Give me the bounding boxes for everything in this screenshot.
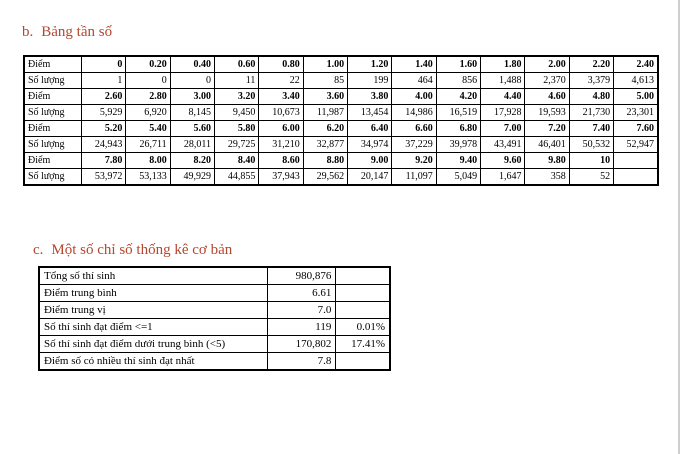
count-cell: 52,947: [614, 137, 658, 153]
stats-percent-cell: [336, 285, 390, 302]
score-cell: 6.40: [348, 121, 392, 137]
count-cell: 0: [126, 73, 170, 89]
score-cell: 8.80: [303, 153, 347, 169]
count-cell: 10,673: [259, 105, 303, 121]
section-c-heading: [33, 242, 232, 259]
score-cell: 0.40: [170, 56, 214, 73]
score-cell: 4.20: [436, 89, 480, 105]
count-cell: 37,229: [392, 137, 436, 153]
count-cell: 49,929: [170, 169, 214, 186]
count-cell: 0: [170, 73, 214, 89]
score-cell: 5.80: [215, 121, 259, 137]
score-row: [24, 56, 658, 73]
stats-value-cell: 7.8: [267, 353, 336, 371]
count-cell: 20,147: [348, 169, 392, 186]
count-cell: 39,978: [436, 137, 480, 153]
score-cell: 1.60: [436, 56, 480, 73]
count-row-label: Số lượng: [24, 73, 82, 89]
count-cell: 50,532: [569, 137, 613, 153]
count-cell: 856: [436, 73, 480, 89]
score-cell: 8.20: [170, 153, 214, 169]
statistics-table: [38, 266, 391, 371]
count-row: [24, 137, 658, 153]
section-b-heading: [22, 24, 112, 41]
score-cell: 8.60: [259, 153, 303, 169]
count-cell: 3,379: [569, 73, 613, 89]
count-cell: 6,920: [126, 105, 170, 121]
count-cell: 11: [215, 73, 259, 89]
score-cell: 3.20: [215, 89, 259, 105]
score-cell: 5.20: [82, 121, 126, 137]
score-cell: 2.00: [525, 56, 569, 73]
stats-percent-cell: [336, 353, 390, 371]
count-cell: 2,370: [525, 73, 569, 89]
score-cell: 9.40: [436, 153, 480, 169]
count-cell: 26,711: [126, 137, 170, 153]
count-cell: 29,562: [303, 169, 347, 186]
stats-row: [39, 267, 390, 285]
count-cell: 28,011: [170, 137, 214, 153]
section-b-title: Bảng tần số: [41, 24, 113, 40]
score-cell: 10: [569, 153, 613, 169]
count-cell: 32,877: [303, 137, 347, 153]
score-cell: 1.40: [392, 56, 436, 73]
score-cell: 6.00: [259, 121, 303, 137]
score-cell: 0.80: [259, 56, 303, 73]
score-cell: 5.00: [614, 89, 658, 105]
score-cell: 3.80: [348, 89, 392, 105]
stats-label-cell: Số thí sinh đạt điểm <=1: [39, 319, 267, 336]
stats-row: [39, 353, 390, 371]
score-cell: 3.40: [259, 89, 303, 105]
count-cell: 9,450: [215, 105, 259, 121]
score-row-label: Điểm: [24, 153, 82, 169]
count-cell: 53,972: [82, 169, 126, 186]
score-cell: 6.80: [436, 121, 480, 137]
score-cell: 4.00: [392, 89, 436, 105]
stats-value-cell: 170,802: [267, 336, 336, 353]
stats-value-cell: 7.0: [267, 302, 336, 319]
section-b-letter: b.: [22, 24, 34, 40]
count-cell: 37,943: [259, 169, 303, 186]
score-cell: 4.80: [569, 89, 613, 105]
count-cell: 17,928: [481, 105, 525, 121]
score-row: [24, 121, 658, 137]
count-cell: 11,987: [303, 105, 347, 121]
stats-percent-cell: 17.41%: [336, 336, 390, 353]
count-row-label: Số lượng: [24, 137, 82, 153]
score-cell: 7.00: [481, 121, 525, 137]
stats-label-cell: Tổng số thí sinh: [39, 267, 267, 285]
score-cell: 5.40: [126, 121, 170, 137]
score-cell: 1.20: [348, 56, 392, 73]
count-cell: 13,454: [348, 105, 392, 121]
score-cell: 9.20: [392, 153, 436, 169]
count-row: [24, 105, 658, 121]
count-cell: 46,401: [525, 137, 569, 153]
score-cell: 5.60: [170, 121, 214, 137]
count-cell: [614, 169, 658, 186]
count-row-label: Số lượng: [24, 169, 82, 186]
score-row: [24, 89, 658, 105]
stats-percent-cell: 0.01%: [336, 319, 390, 336]
count-cell: 5,929: [82, 105, 126, 121]
stats-value-cell: 119: [267, 319, 336, 336]
stats-percent-cell: [336, 267, 390, 285]
count-cell: 85: [303, 73, 347, 89]
score-cell: 7.20: [525, 121, 569, 137]
count-row: [24, 169, 658, 186]
stats-value-cell: 6.61: [267, 285, 336, 302]
score-cell: 2.40: [614, 56, 658, 73]
stats-label-cell: Số thí sinh đạt điểm dưới trung bình (<5): [39, 336, 267, 353]
count-cell: 34,974: [348, 137, 392, 153]
stats-row: [39, 336, 390, 353]
score-row-label: Điểm: [24, 89, 82, 105]
count-cell: 464: [392, 73, 436, 89]
score-cell: 7.80: [82, 153, 126, 169]
count-cell: 21,730: [569, 105, 613, 121]
frequency-table: [23, 55, 659, 186]
score-cell: 6.20: [303, 121, 347, 137]
score-cell: 3.60: [303, 89, 347, 105]
score-cell: 9.80: [525, 153, 569, 169]
stats-label-cell: Điểm trung bình: [39, 285, 267, 302]
section-c-title: Một số chỉ số thống kê cơ bản: [51, 242, 233, 258]
count-cell: 14,986: [392, 105, 436, 121]
score-cell: 8.00: [126, 153, 170, 169]
count-cell: 52: [569, 169, 613, 186]
score-cell: 7.60: [614, 121, 658, 137]
count-cell: 358: [525, 169, 569, 186]
score-cell: 2.20: [569, 56, 613, 73]
score-cell: 0.20: [126, 56, 170, 73]
score-cell: 4.40: [481, 89, 525, 105]
count-cell: 44,855: [215, 169, 259, 186]
score-cell: 6.60: [392, 121, 436, 137]
count-cell: 16,519: [436, 105, 480, 121]
score-cell: 1.80: [481, 56, 525, 73]
score-row-label: Điểm: [24, 56, 82, 73]
count-cell: 43,491: [481, 137, 525, 153]
stats-label-cell: Điểm số có nhiều thí sinh đạt nhất: [39, 353, 267, 371]
stats-label-cell: Điểm trung vị: [39, 302, 267, 319]
count-cell: 24,943: [82, 137, 126, 153]
section-c-letter: c.: [33, 242, 44, 258]
stats-value-cell: 980,876: [267, 267, 336, 285]
count-cell: 4,613: [614, 73, 658, 89]
score-cell: 8.40: [215, 153, 259, 169]
count-row-label: Số lượng: [24, 105, 82, 121]
score-cell: [614, 153, 658, 169]
count-cell: 1,488: [481, 73, 525, 89]
score-cell: 7.40: [569, 121, 613, 137]
count-cell: 22: [259, 73, 303, 89]
score-cell: 0: [82, 56, 126, 73]
count-cell: 53,133: [126, 169, 170, 186]
count-cell: 1,647: [481, 169, 525, 186]
score-cell: 2.60: [82, 89, 126, 105]
score-cell: 0.60: [215, 56, 259, 73]
count-cell: 31,210: [259, 137, 303, 153]
count-cell: 19,593: [525, 105, 569, 121]
stats-row: [39, 302, 390, 319]
count-cell: 199: [348, 73, 392, 89]
count-cell: 8,145: [170, 105, 214, 121]
score-row: [24, 153, 658, 169]
stats-row: [39, 319, 390, 336]
score-cell: 2.80: [126, 89, 170, 105]
count-cell: 5,049: [436, 169, 480, 186]
score-row-label: Điểm: [24, 121, 82, 137]
count-cell: 29,725: [215, 137, 259, 153]
stats-percent-cell: [336, 302, 390, 319]
score-cell: 1.00: [303, 56, 347, 73]
count-row: [24, 73, 658, 89]
count-cell: 23,301: [614, 105, 658, 121]
stats-row: [39, 285, 390, 302]
score-cell: 4.60: [525, 89, 569, 105]
score-cell: 9.00: [348, 153, 392, 169]
score-cell: 9.60: [481, 153, 525, 169]
count-cell: 11,097: [392, 169, 436, 186]
score-cell: 3.00: [170, 89, 214, 105]
count-cell: 1: [82, 73, 126, 89]
